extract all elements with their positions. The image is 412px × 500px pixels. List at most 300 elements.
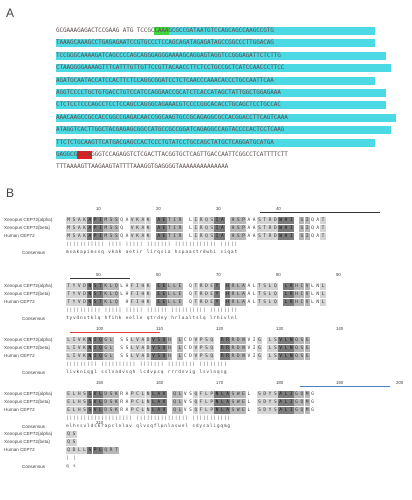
position-number: 30 — [216, 206, 221, 211]
residue-cell: S — [88, 448, 92, 453]
residue-cell: L — [152, 400, 155, 405]
residue-cell: V — [247, 338, 251, 343]
position-number: 110 — [156, 326, 163, 331]
residue-cell: H — [226, 292, 229, 297]
residue-cell: S — [189, 392, 192, 397]
residue-cell: Q — [173, 392, 176, 397]
residue-cell: L — [130, 338, 134, 343]
residue-cell: V — [77, 346, 81, 351]
residue-cell: S — [72, 234, 76, 239]
residue-cell: P — [93, 226, 97, 231]
residue-cell: S — [300, 338, 304, 343]
conservation-marks: ||||||||||| |||| ||||| ||||||| |||||||||||| ||||| — [66, 242, 238, 247]
residue-cell: I — [300, 300, 304, 305]
residue-cell: A — [141, 338, 145, 343]
residue-cell: R — [220, 346, 224, 351]
residue-cell: A — [157, 226, 161, 231]
position-number: 140 — [336, 326, 344, 331]
residue-cell: E — [162, 234, 166, 239]
residue-cell: I — [72, 346, 76, 351]
residue-cell: L — [130, 354, 134, 359]
residue-cell: I — [305, 234, 309, 239]
residue-cell: S — [109, 400, 113, 405]
residue-cell: A — [247, 300, 251, 305]
residue-cell: Y — [72, 300, 76, 305]
residue-cell: K — [146, 226, 150, 231]
residue-cell: E — [162, 218, 166, 223]
residue-cell: H — [226, 300, 229, 305]
residue-cell: S — [83, 392, 86, 397]
residue-cell: Q — [205, 234, 208, 239]
residue-cell: H — [295, 300, 298, 305]
residue-cell: S — [72, 440, 76, 445]
residue-cell: S — [109, 408, 113, 413]
residue-cell: S — [236, 234, 240, 239]
residue-cell: T — [167, 226, 171, 231]
residue-cell: I — [99, 234, 102, 239]
residue-cell: L — [268, 292, 272, 297]
residue-cell: Q — [120, 226, 123, 231]
residue-cell: L — [120, 292, 123, 297]
residue-cell: Q — [273, 292, 277, 297]
sequence-line: AGATGCAATACCATCCACTTCTCCAGGCGGATCCTCTCAACCCAAACACCCTGCCAATTCAA — [56, 76, 274, 84]
sequence-row-label: Xenopus CEP72(beta) — [4, 345, 50, 350]
residue-cell: I — [136, 284, 139, 289]
residue-cell: I — [289, 226, 293, 231]
residue-cell: A — [88, 226, 92, 231]
residue-cell: A — [242, 300, 245, 305]
residue-cell: Q — [120, 218, 123, 223]
residue-cell: L — [247, 408, 251, 413]
residue-cell: Q — [295, 354, 298, 359]
residue-cell: L — [167, 300, 171, 305]
residue-cell: E — [67, 400, 70, 405]
residue-cell: R — [226, 354, 229, 359]
residue-cell: N — [88, 338, 92, 343]
residue-cell: L — [152, 392, 155, 397]
residue-cell: A — [77, 226, 81, 231]
residue-cell: K — [83, 354, 86, 359]
residue-cell: V — [136, 346, 139, 351]
residue-cell: L — [268, 300, 272, 305]
residue-cell: S — [88, 400, 92, 405]
residue-cell: F — [130, 284, 134, 289]
residue-cell: H — [125, 284, 129, 289]
residue-cell: H — [231, 218, 235, 223]
residue-cell: L — [321, 284, 325, 289]
residue-cell: I — [93, 354, 97, 359]
residue-cell: N — [215, 408, 219, 413]
residue-cell: N — [146, 408, 150, 413]
residue-cell: C — [183, 346, 187, 351]
residue-cell: G — [104, 354, 108, 359]
residue-cell: I — [194, 218, 198, 223]
residue-cell: S — [109, 226, 113, 231]
residue-cell: F — [130, 300, 134, 305]
residue-cell: W — [236, 400, 240, 405]
residue-cell: A — [141, 346, 145, 351]
residue-cell: L — [268, 284, 272, 289]
residue-cell: W — [279, 234, 282, 239]
position-number: 60 — [156, 272, 161, 277]
residue-cell: H — [167, 338, 171, 343]
consensus-label: Consensus — [22, 250, 45, 255]
residue-cell: N — [146, 392, 150, 397]
residue-cell: I — [215, 218, 219, 223]
residue-cell: S — [125, 338, 129, 343]
residue-cell: S — [300, 234, 304, 239]
residue-cell: D — [273, 226, 277, 231]
residue-cell: K — [146, 300, 150, 305]
secondary-structure-line — [300, 386, 390, 387]
position-number: 150 — [96, 380, 104, 385]
residue-cell: H — [141, 292, 145, 297]
residue-cell: L — [141, 408, 145, 413]
residue-cell: Q — [120, 234, 123, 239]
position-number: 190 — [336, 380, 344, 385]
residue-cell: V — [77, 284, 81, 289]
conservation-marks: |||||||||| ||||| ||||| |||||| |||||||||| |||||||| — [66, 308, 238, 313]
residue-cell: Q — [300, 400, 304, 405]
consensus-label: Consensus — [22, 464, 45, 469]
residue-cell: E — [67, 392, 70, 397]
residue-cell: I — [289, 408, 293, 413]
residue-cell: Q — [194, 400, 198, 405]
sequence-line: ATAGGTCACTTGGCTACGAGAGCGGCCATGCCGCCGGATCAGAGGCCAGTACCCCACTCCTCAAG — [56, 126, 285, 134]
position-number: 210 — [96, 420, 104, 425]
residue-cell: D — [83, 300, 86, 305]
residue-cell: A — [316, 218, 320, 223]
residue-cell: R — [178, 226, 182, 231]
residue-cell: G — [311, 408, 314, 413]
conservation-marks: ||||||||||||||||||| ||||||||||||||| ||||||||||| — [66, 416, 231, 421]
residue-cell: A — [125, 234, 129, 239]
residue-cell: I — [300, 292, 304, 297]
residue-cell: V — [93, 408, 97, 413]
residue-cell: H — [77, 408, 81, 413]
residue-cell: G — [305, 346, 309, 351]
residue-cell: D — [273, 218, 277, 223]
residue-cell: K — [146, 292, 150, 297]
position-number: 70 — [216, 272, 221, 277]
residue-cell: C — [136, 408, 139, 413]
residue-cell: T — [258, 292, 261, 297]
residue-cell: T — [67, 292, 70, 297]
residue-cell: L — [284, 338, 288, 343]
residue-cell: A — [141, 234, 145, 239]
residue-cell: N — [146, 400, 150, 405]
residue-cell: Q — [99, 338, 102, 343]
residue-cell: R — [199, 218, 203, 223]
residue-cell: D — [104, 392, 108, 397]
residue-cell: P — [130, 400, 134, 405]
residue-cell: Q — [311, 226, 314, 231]
residue-cell: A — [247, 292, 251, 297]
residue-cell: S — [109, 234, 113, 239]
residue-cell: L — [252, 292, 256, 297]
residue-cell: I — [99, 226, 102, 231]
consensus-sequence: tyvdnstklq hfihk eelle qtrdey hrlaaltslq lrhivlnl — [66, 316, 238, 321]
residue-cell: P — [93, 218, 97, 223]
residue-cell: L — [205, 408, 208, 413]
residue-cell: V — [194, 346, 198, 351]
residue-cell: T — [321, 218, 325, 223]
residue-cell: K — [146, 284, 150, 289]
residue-cell: E — [67, 408, 70, 413]
residue-cell: A — [279, 400, 282, 405]
residue-cell: N — [215, 392, 219, 397]
residue-cell: Q — [194, 408, 198, 413]
residue-cell: E — [162, 284, 166, 289]
residue-cell: A — [141, 354, 145, 359]
residue-cell: E — [242, 408, 245, 413]
residue-cell: N — [316, 292, 320, 297]
residue-cell: I — [93, 338, 97, 343]
residue-cell: L — [99, 408, 102, 413]
residue-cell: H — [231, 226, 235, 231]
residue-cell: A — [125, 218, 129, 223]
residue-cell: D — [205, 284, 208, 289]
residue-cell: L — [67, 338, 70, 343]
residue-cell: L — [247, 400, 251, 405]
residue-cell: I — [300, 284, 304, 289]
residue-cell: D — [146, 338, 150, 343]
residue-cell: K — [146, 218, 150, 223]
sequence-row-label: Xenopus CEP72(beta) — [4, 399, 50, 404]
residue-cell: S — [210, 226, 214, 231]
residue-cell: L — [205, 392, 208, 397]
residue-cell: S — [231, 408, 235, 413]
sequence-line: TTCTCTGCAAGTTCATGACGAGCCACTCCCTGTATCCTGCCAGCTATGCTCAGGATGCATGA — [56, 138, 274, 146]
residue-cell: R — [231, 338, 235, 343]
residue-cell: G — [295, 400, 298, 405]
sequence-row-label: Human CEP72 — [4, 447, 35, 452]
residue-cell: Y — [215, 284, 219, 289]
residue-cell: D — [104, 400, 108, 405]
residue-cell: N — [316, 300, 320, 305]
residue-cell: D — [236, 354, 240, 359]
residue-cell: R — [199, 292, 203, 297]
residue-cell: H — [125, 292, 129, 297]
residue-cell: L — [120, 284, 123, 289]
residue-cell: Q — [311, 218, 314, 223]
residue-cell: Q — [189, 292, 192, 297]
residue-cell: V — [305, 284, 309, 289]
residue-cell: K — [114, 400, 118, 405]
residue-cell: L — [252, 284, 256, 289]
residue-cell: H — [77, 392, 81, 397]
residue-cell: E — [157, 284, 161, 289]
residue-cell: A — [77, 234, 81, 239]
residue-cell: S — [157, 346, 161, 351]
residue-cell: S — [300, 346, 304, 351]
residue-cell: Q — [67, 440, 70, 445]
residue-cell: R — [199, 300, 203, 305]
residue-cell: P — [199, 354, 203, 359]
position-number: 120 — [216, 326, 224, 331]
residue-cell: H — [167, 346, 171, 351]
residue-cell: L — [83, 448, 86, 453]
residue-cell: S — [236, 218, 240, 223]
residue-cell: L — [268, 346, 272, 351]
residue-cell: S — [231, 400, 235, 405]
residue-cell: V — [279, 354, 282, 359]
secondary-structure-line — [70, 278, 130, 279]
panel-label-b: B — [6, 186, 15, 200]
residue-cell: A — [157, 400, 161, 405]
residue-cell: D — [205, 300, 208, 305]
sequence-line: TCCGGGCAAAAGATCAGCCCCAGCAGGGAGGGAAAAGCAGGAGTAGGTCCGGGAGATTCTCTTG — [56, 51, 281, 59]
residue-cell: L — [130, 346, 134, 351]
residue-cell: D — [146, 346, 150, 351]
residue-cell: M — [104, 218, 108, 223]
residue-cell: S — [273, 338, 277, 343]
residue-cell: S — [109, 392, 113, 397]
residue-cell: W — [279, 226, 282, 231]
residue-cell: K — [114, 408, 118, 413]
residue-cell: L — [109, 338, 113, 343]
residue-cell: A — [220, 226, 224, 231]
residue-cell: L — [173, 300, 176, 305]
residue-cell: P — [210, 392, 214, 397]
residue-cell: C — [136, 392, 139, 397]
residue-cell: A — [157, 392, 161, 397]
residue-cell: S — [114, 226, 118, 231]
sequence-line: AAACAAGCCGCCACCGGCCGAGACAACCGGCAAGTGCCGCAGAGGCGCCACGGACCTTCAGTCAAA — [56, 113, 288, 121]
residue-cell: S — [88, 392, 92, 397]
residue-cell: S — [258, 408, 261, 413]
residue-cell: P — [242, 226, 245, 231]
residue-cell: T — [67, 300, 70, 305]
residue-cell: H — [295, 292, 298, 297]
position-number: 160 — [156, 380, 164, 385]
residue-cell: R — [231, 300, 235, 305]
residue-cell: Y — [215, 300, 219, 305]
residue-cell: E — [162, 292, 166, 297]
residue-cell: T — [167, 234, 171, 239]
residue-cell: P — [130, 408, 134, 413]
sequence-line: AGGTCCCCTGCTGTGACCTGTCCATCCAGGAACCGCATCTCACCATAGCTATTGGCTGGAGAAA — [56, 89, 281, 96]
residue-cell: V — [77, 354, 81, 359]
residue-cell: Q — [173, 400, 176, 405]
residue-cell: G — [104, 346, 108, 351]
residue-cell: L — [236, 284, 240, 289]
residue-cell: A — [252, 234, 256, 239]
residue-cell: Q — [162, 346, 166, 351]
residue-cell: Q — [295, 338, 298, 343]
residue-cell: V — [183, 400, 187, 405]
residue-cell: S — [236, 226, 240, 231]
sequence-row-label: Xenopus CEP72(alpha) — [4, 337, 53, 342]
residue-cell: A — [252, 226, 256, 231]
residue-cell: F — [130, 292, 134, 297]
residue-cell: R — [231, 346, 235, 351]
residue-cell: L — [311, 284, 314, 289]
residue-cell: G — [305, 338, 309, 343]
residue-cell: D — [189, 338, 192, 343]
residue-cell: A — [125, 408, 129, 413]
residue-cell: A — [125, 392, 129, 397]
panel-label-a: A — [6, 6, 15, 20]
residue-cell: V — [77, 300, 81, 305]
residue-cell: I — [215, 226, 219, 231]
residue-cell: I — [289, 234, 293, 239]
residue-cell: L — [178, 338, 182, 343]
residue-cell: Y — [268, 408, 272, 413]
residue-cell: T — [67, 284, 70, 289]
residue-cell: L — [178, 400, 182, 405]
residue-cell: A — [141, 218, 145, 223]
residue-cell: S — [258, 226, 261, 231]
residue-cell: A — [247, 218, 251, 223]
residue-cell: E — [178, 284, 182, 289]
residue-cell: V — [77, 338, 81, 343]
residue-cell: S — [273, 392, 277, 397]
nucleotide-sequence-panel — [56, 26, 400, 177]
residue-cell: G — [258, 338, 261, 343]
residue-cell: R — [226, 346, 229, 351]
residue-cell: A — [88, 218, 92, 223]
residue-cell: H — [231, 234, 235, 239]
residue-cell: I — [289, 392, 293, 397]
residue-cell: Q — [99, 346, 102, 351]
residue-cell: L — [67, 346, 70, 351]
residue-cell: A — [252, 218, 256, 223]
residue-cell: R — [178, 218, 182, 223]
residue-cell: V — [162, 392, 166, 397]
residue-cell: Q — [210, 338, 214, 343]
position-number: 200 — [396, 380, 404, 385]
residue-cell: Q — [114, 292, 118, 297]
residue-cell: N — [88, 292, 92, 297]
residue-cell: W — [236, 392, 240, 397]
residue-cell: N — [88, 284, 92, 289]
residue-cell: N — [88, 300, 92, 305]
residue-cell: E — [157, 292, 161, 297]
residue-cell: R — [199, 284, 203, 289]
residue-cell: T — [194, 292, 198, 297]
residue-cell: S — [93, 292, 97, 297]
position-number: 20 — [156, 206, 161, 211]
residue-cell: N — [289, 354, 293, 359]
residue-cell: V — [77, 292, 81, 297]
residue-cell: K — [136, 234, 139, 239]
sequence-row-label: Human CEP72 — [4, 353, 35, 358]
residue-cell: E — [162, 300, 166, 305]
secondary-structure-line — [70, 332, 160, 333]
residue-cell: R — [220, 338, 224, 343]
sequence-line: GCGAAAGAGACTCCGAAG ATG TCCGCCAAAGCGCCGATAATGTCCAGCAGCCAAGCCGTG — [56, 27, 274, 34]
sequence-line: TTTAAAAGTTAAGAAGTATTTTAAAGGTGAGGGGTAAAAAAAAAAAAAA — [56, 163, 229, 171]
residue-cell: S — [258, 218, 261, 223]
residue-cell: H — [226, 284, 229, 289]
residue-cell: A — [247, 234, 251, 239]
residue-cell: G — [258, 346, 261, 351]
residue-cell: F — [199, 400, 203, 405]
residue-cell: L — [236, 300, 240, 305]
residue-cell: Q — [162, 354, 166, 359]
residue-cell: E — [242, 400, 245, 405]
residue-cell: S — [273, 400, 277, 405]
residue-cell: E — [210, 300, 214, 305]
residue-cell: I — [173, 226, 176, 231]
residue-cell: A — [220, 218, 224, 223]
residue-cell: L — [321, 292, 325, 297]
residue-cell: E — [210, 284, 214, 289]
residue-cell: S — [157, 354, 161, 359]
residue-cell: I — [194, 226, 198, 231]
residue-cell: D — [83, 292, 86, 297]
